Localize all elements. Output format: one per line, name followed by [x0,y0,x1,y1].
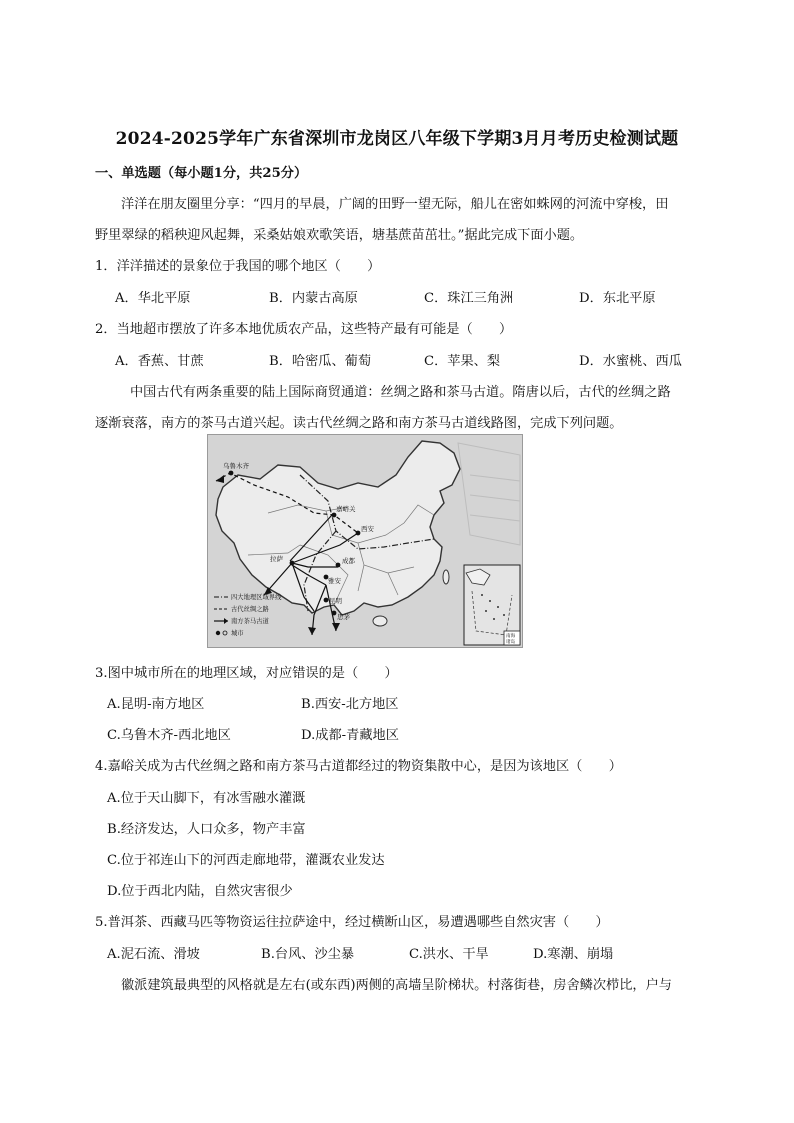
question-4-option-b[interactable]: B.经济发达，人口众多，物产丰富 [107,822,306,837]
legend-city: 城市 [231,630,244,637]
question-4-option-d[interactable]: D.位于西北内陆，自然灾害很少 [107,884,293,899]
city-label-simao: 思茅 [337,613,350,621]
question-2-stem: 2．当地超市摆放了许多本地优质农产品，这些特产最有可能是（ ） [95,322,513,337]
silk-road-tea-horse-road-map [207,434,523,648]
legend-tea-horse-road: 南方茶马古道 [231,618,269,625]
city-label-xian: 西安 [361,525,374,533]
question-4-stem: 4.嘉峪关成为古代丝绸之路和南方茶马古道都经过的物资集散中心，是因为该地区（ ） [95,759,622,774]
question-1-stem: 1．洋洋描述的景象位于我国的哪个地区（ ） [95,259,381,274]
city-label-lhasa: 拉萨 [270,555,283,563]
legend-silk-road: 古代丝绸之路 [231,606,269,613]
passage3-line1: 徽派建筑最典型的风格就是左右(或东西)两侧的高墙呈阶梯状。村落街巷，房舍鳞次栉比，户与 [121,978,672,993]
question-3-stem: 3.图中城市所在的地理区域，对应错误的是（ ） [95,666,398,681]
question-4-option-a[interactable]: A.位于天山脚下，有冰雪融水灌溉 [107,791,306,806]
passage2-line2: 逐渐衰落，南方的茶马古道兴起。读古代丝绸之路和南方茶马古道线路图，完成下列问题。 [95,416,623,431]
question-4-option-c[interactable]: C.位于祁连山下的河西走廊地带，灌溉农业发达 [107,853,385,868]
question-3-option-a[interactable]: A.昆明-南方地区 [107,697,205,712]
city-label-urumqi: 乌鲁木齐 [223,462,249,470]
question-2-option-b[interactable]: B．哈密瓜、葡萄 [269,354,372,369]
question-3-option-c[interactable]: C.乌鲁木齐-西北地区 [107,728,231,743]
question-1-option-a[interactable]: A．华北平原 [115,291,191,306]
city-label-jiayuguan: 嘉峪关 [336,505,356,513]
south-china-sea-inset [464,565,520,645]
question-3-option-b[interactable]: B.西安-北方地区 [301,697,399,712]
city-label-yaan: 雅安 [328,577,341,585]
question-1-option-b[interactable]: B．内蒙古高原 [269,291,358,306]
legend-region-boundary: 四大地理区域界线 [231,594,282,601]
question-5-stem: 5.普洱茶、西藏马匹等物资运往拉萨途中，经过横断山区，易遭遇哪些自然灾害（ ） [95,915,609,930]
page-title: 2024-2025学年广东省深圳市龙岗区八年级下学期3月月考历史检测试题 [115,129,679,149]
svg-text:南海: 南海 [506,634,516,639]
question-2-option-c[interactable]: C．苹果、梨 [424,354,501,369]
question-2-option-d[interactable]: D．水蜜桃、西瓜 [579,354,682,369]
question-1-option-d[interactable]: D．东北平原 [579,291,656,306]
question-5-option-b[interactable]: B.台风、沙尘暴 [261,947,355,962]
question-1-option-c[interactable]: C．珠江三角洲 [424,291,514,306]
svg-text:诸岛: 诸岛 [506,640,516,645]
passage2-line1: 中国古代有两条重要的陆上国际商贸通道：丝绸之路和茶马古道。隋唐以后，古代的丝绸之路 [130,385,671,400]
city-label-kunming: 昆明 [329,597,342,605]
section-heading: 一、单选题（每小题1分，共25分） [95,166,308,181]
question-2-option-a[interactable]: A．香蕉、甘蔗 [115,354,204,369]
question-3-option-d[interactable]: D.成都-青藏地区 [301,728,399,743]
map-drawing [208,435,522,647]
passage1-line2: 野里翠绿的稻秧迎风起舞，采桑姑娘欢歌笑语，塘基蔗苗茁壮。”据此完成下面小题。 [95,228,584,243]
passage1-line1: 洋洋在朋友圈里分享：“四月的早晨，广阔的田野一望无际，船儿在密如蛛网的河流中穿梭，田 [121,197,669,212]
question-5-option-c[interactable]: C.洪水、干旱 [409,947,489,962]
question-5-option-a[interactable]: A.泥石流、滑坡 [107,947,200,962]
question-5-option-d[interactable]: D.寒潮、崩塌 [533,947,614,962]
city-label-chengdu: 成都 [342,557,355,565]
